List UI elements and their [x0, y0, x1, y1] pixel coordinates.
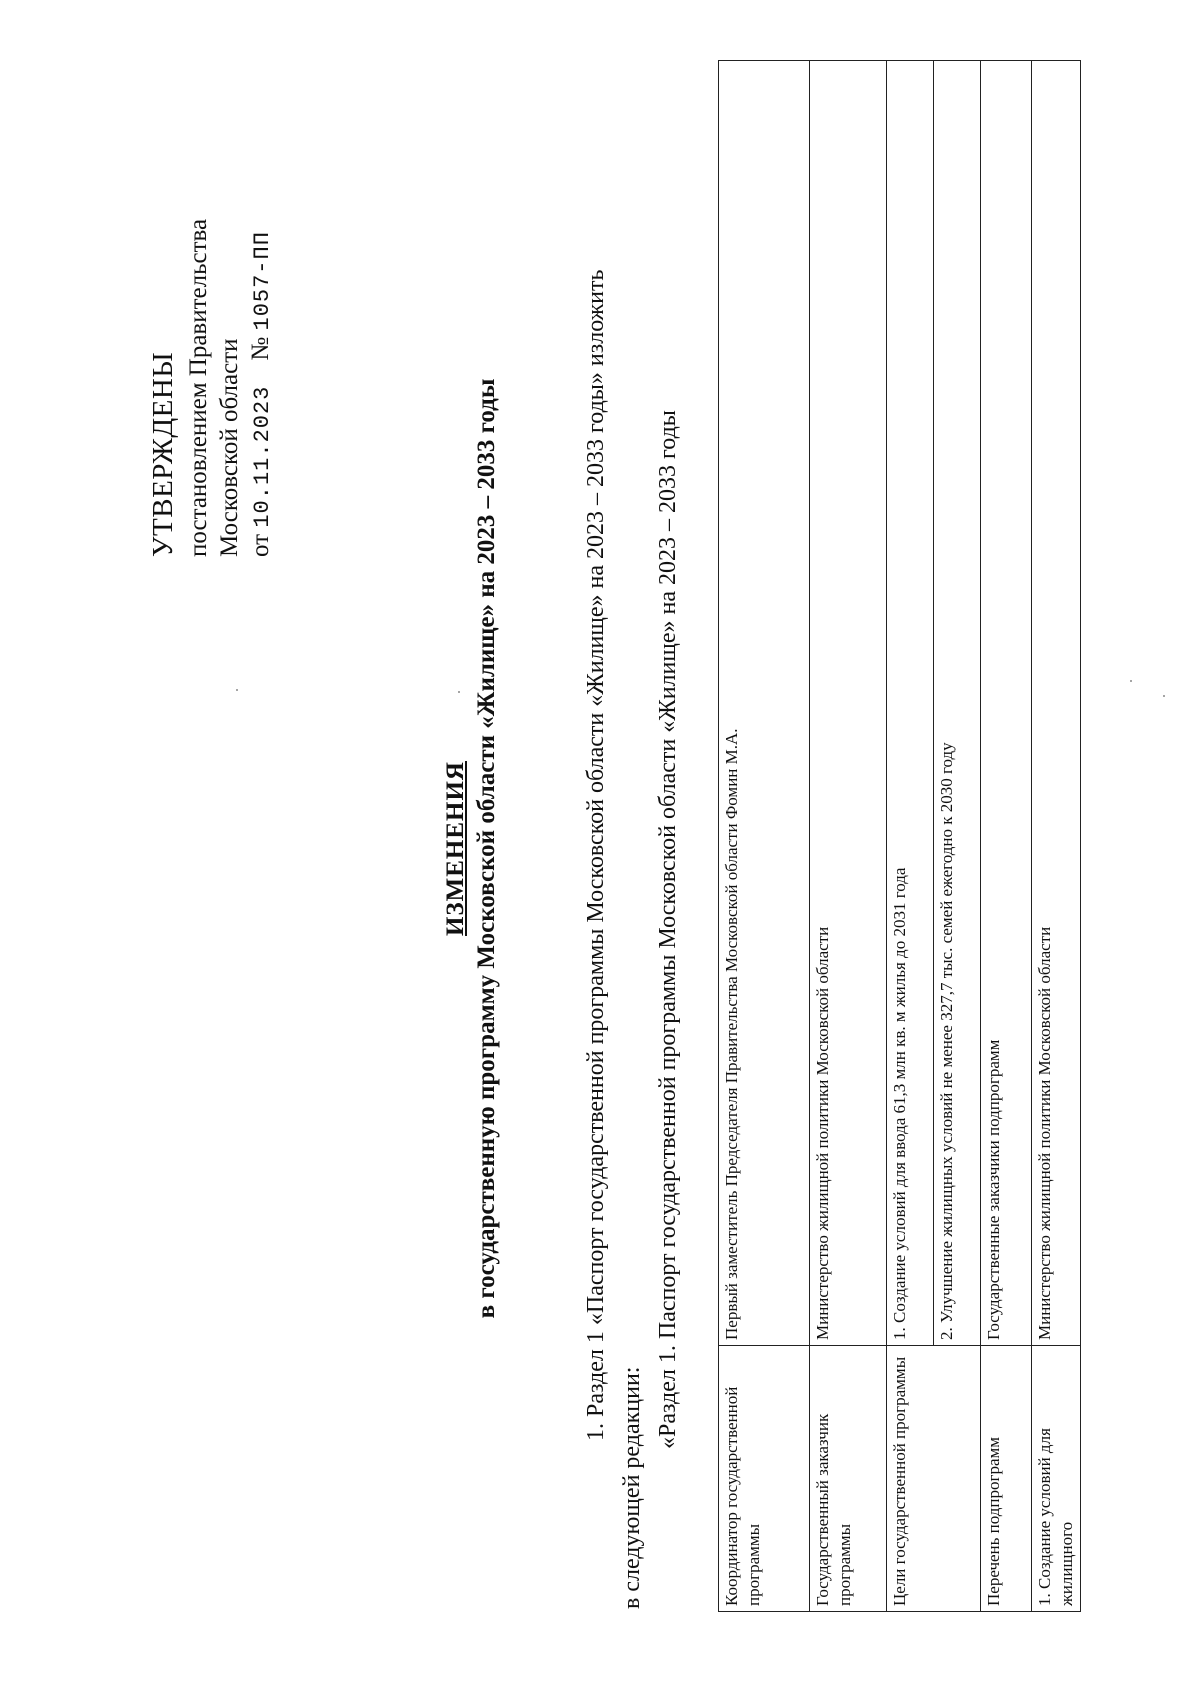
document-heading [440, 0, 502, 1697]
row-value: 2. Улучшение жилищных условий не менее 327,7 тыс. семей ежегодно к 2030 году [934, 61, 981, 1346]
section-heading: «Раздел 1. Паспорт государственной программы Московской области «Жилище» на 2023 – 2033 годы [655, 410, 681, 1449]
scan-speck [1163, 695, 1165, 697]
passport-table [718, 60, 1081, 1612]
scan-speck [1130, 680, 1132, 682]
decree-line [245, 219, 278, 557]
amendment-paragraph [578, 79, 650, 1609]
row-value: Первый заместитель Председателя Правительства Московской области Фомин М.А. [719, 61, 810, 1346]
decree-prefix: от [247, 533, 274, 557]
row-label: Перечень подпрограмм [981, 1346, 1032, 1612]
scan-speck [458, 691, 460, 693]
document-subtitle: в государственную программу Московской области «Жилище» на 2023 – 2033 годы [473, 378, 500, 1319]
decree-date: 10.11.2023 [250, 385, 275, 528]
row-label: Цели государственной программы [887, 1346, 981, 1612]
scan-speck [236, 689, 238, 691]
row-label: Координатор государственной программы [719, 1346, 810, 1612]
table-row [887, 61, 934, 1612]
decree-number-sign: № [247, 336, 274, 361]
row-value: 1. Создание условий для ввода 61,3 млн кв. м жилья до 2031 года [887, 61, 934, 1346]
row-value: Государственные заказчики подпрограмм [981, 61, 1032, 1346]
table-row [981, 61, 1032, 1612]
approval-title: УТВЕРЖДЕНЫ [147, 351, 179, 557]
table-row [1032, 61, 1081, 1612]
approval-line-1: постановлением Правительства [185, 218, 212, 557]
approval-block [148, 219, 278, 557]
row-value: Министерство жилищной политики Московской области [1032, 61, 1081, 1346]
row-value: Министерство жилищной политики Московской области [810, 61, 887, 1346]
table-row [719, 61, 810, 1612]
amendment-paragraph-start: 1. Раздел 1 «Паспорт государственной программы Московской области «Жилище» на 2023 – 2033 годы» изложить [583, 269, 609, 1441]
approval-line-2: Московской области [216, 338, 243, 557]
document-title: ИЗМЕНЕНИЯ [442, 761, 469, 936]
decree-number: 1057-ПП [250, 231, 275, 331]
table-row [810, 61, 887, 1612]
amendment-paragraph-end: в следующей редакции: [619, 1366, 645, 1609]
row-label: Государственный заказчик программы [810, 1346, 887, 1612]
row-label: 1. Создание условий для жилищного [1032, 1346, 1081, 1612]
